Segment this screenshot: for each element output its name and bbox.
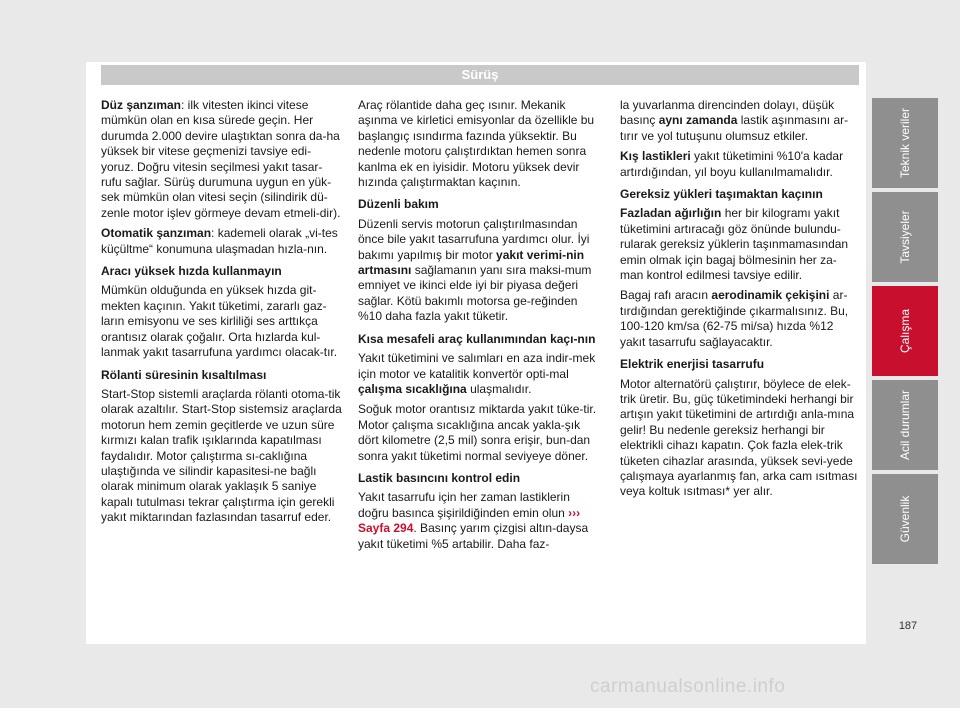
paragraph: Fazladan ağırlığın her bir kilogramı yakıt tüketimini artıracağı göz önünde bulundu-rularak gereksiz yüklerin taşınmamasından emin olmak için bagaj bölmesinin her za-man kontrol edilmesi tavsiye edilir. <box>620 206 849 283</box>
chapter-tabs <box>872 98 938 568</box>
page-reference-link[interactable]: ››› Sayfa 294 <box>358 505 581 536</box>
paragraph: Otomatik şanzıman: kademeli olarak „vi-tes küçültme“ konumuna ulaşmadan hızla-nın. <box>101 226 338 256</box>
paragraph: Düz şanzıman: ilk vitesten ikinci vitese mümkün olan en kısa sürede geçin. Her durumda 2.000 devire ulaştıktan sonra da-ha yüksek bir vitese geçmenizi tavsiye edi-yoruz. Doğru vitesin seçilmesi yakıt tasar-rufu sağlar. Sürüş durumuna uygun en yük-sek mümkün olan vitesi seçin (silindirik dü-zenle motor işlev görmeye devam etmeli-dir). <box>101 98 341 220</box>
paragraph: Yakıt tüketimini ve salımları en aza indir-mek için motor ve katalitik konvertör opti-mal çalışma sıcaklığına ulaşmalıdır. <box>358 351 596 396</box>
tab-guvenlik[interactable]: Güvenlik <box>872 474 938 564</box>
paragraph: Mümkün olduğunda en yüksek hızda git-mekten kaçının. Yakıt tüketimi, zararlı gaz-ların emisyonu ve ses kirliliği ses arttıkça orantısız olarak çoğalır. Orta hızlarda kul-lanmak yakıt tasarrufuna yardımcı olacak-tır. <box>101 283 338 360</box>
paragraph: Bagaj rafı aracın aerodinamik çekişini ar-tırdığından gerektiğinde çıkarmalısınız. Bu, 100-120 km/sa (62-75 mi/sa) hızda %12 yakıt tasarrufu sağlayacaktır. <box>620 288 849 349</box>
section-heading: Elektrik enerjisi tasarrufu <box>620 357 765 372</box>
section-header: Sürüş <box>101 65 859 85</box>
column-3 <box>620 98 860 505</box>
section-heading: Aracı yüksek hızda kullanmayın <box>101 264 282 279</box>
section-heading: Düzenli bakım <box>358 197 439 212</box>
paragraph: Düzenli servis motorun çalıştırılmasından önce bile yakıt tasarrufuna yardımcı olur. İyi bakımı yapılmış bir motor yakıt verimi-nin artmasını sağlamanın yanı sıra maksi-mum emniyet ve ikinci elde iyi bir piyasa değeri sağlar. Kötü bakımlı motorsa ge-reğinden %10 daha fazla yakıt tüketir. <box>358 216 592 324</box>
column-1 <box>101 98 343 531</box>
paragraph: Start-Stop sistemli araçlarda rölanti otoma-tik olarak azaltılır. Start-Stop sistemsiz araçlarda motorun hem zemin geçitlerde ve uzun süre kırmızı kalan trafik ışıklarında kapatılması faydalıdır. Motor çalıştırma sı-caklığına ulaştığında ve silindir kapasitesi-ne bağlı olarak minimum olarak yaklaşık 5 saniye kapalı tutulması tekrar çalıştırma için gerekli yakıt miktarından fazlasından tasarruf eder. <box>101 386 342 525</box>
section-heading: Rölanti süresinin kısaltılması <box>101 367 267 382</box>
tab-teknik-veriler[interactable]: Teknik veriler <box>872 98 938 188</box>
section-heading: Kısa mesafeli araç kullanımından kaçı-nın <box>358 331 596 346</box>
paragraph: Motor alternatörü çalıştırır, böylece de elek-trik üretir. Bu, güç tüketimindeki herhangi bir artışın yakıt tüketimini de artırdığı anla-mına gelir! Bu nedenle gereksiz herhangi bir elektrikli cihazı kapatın. Çok fazla elek-trik tüketen cihazlar arasında, yüksek sevi-yede çalışmaya ayarlanmış fan, arka cam ısıtması veya koltuk ısıtması* yer alır. <box>620 376 858 499</box>
paragraph: Soğuk motor orantısız miktarda yakıt tüke-tir. Motor çalışma sıcaklığına ancak yakla-şık dört kilometre (2,5 mil) sonra erişir, bun-dan sonra yakıt tüketimi normal seviyeye döner. <box>358 402 597 463</box>
watermark: carmanualsonline.info <box>590 676 786 697</box>
page-number: 187 <box>898 620 918 632</box>
section-heading: Gereksiz yükleri taşımaktan kaçının <box>620 187 823 202</box>
paragraph: Araç rölantide daha geç ısınır. Mekanik aşınma ve kirletici emisyonlar da özellikle bu başlangıç ısındırma fazında yüksektir. Bu nedenle motoru çalıştırdıktan hemen sonra kanlma ek en iyisidir. Motoru yüksek devir hızında çalıştırmaktan kaçının. <box>358 98 595 190</box>
column-2 <box>358 98 602 557</box>
paragraph: Kış lastikleri yakıt tüketimini %10'a kadar artırdığından, yıl boyu kullanılmamalıdır. <box>620 149 844 179</box>
paragraph: Yakıt tasarrufu için her zaman lastiklerin doğru basınca şişirildiğinden emin olun ››› Sayfa 294. Basınç yarım çizgisi altın-daysa yakıt tüketimi %5 artabilir. Daha faz- <box>358 490 589 551</box>
tab-tavsiyeler[interactable]: Tavsiyeler <box>872 192 938 282</box>
section-heading: Lastik basıncını kontrol edin <box>358 470 521 485</box>
tab-acil-durumlar[interactable]: Acil durumlar <box>872 380 938 470</box>
tab-calisma[interactable]: Çalışma <box>872 286 938 376</box>
paragraph: la yuvarlanma direncinden dolayı, düşük basınç aynı zamanda lastik aşınmasını ar-tırır ve yol tutuşunu olumsuz etkiler. <box>620 98 849 143</box>
